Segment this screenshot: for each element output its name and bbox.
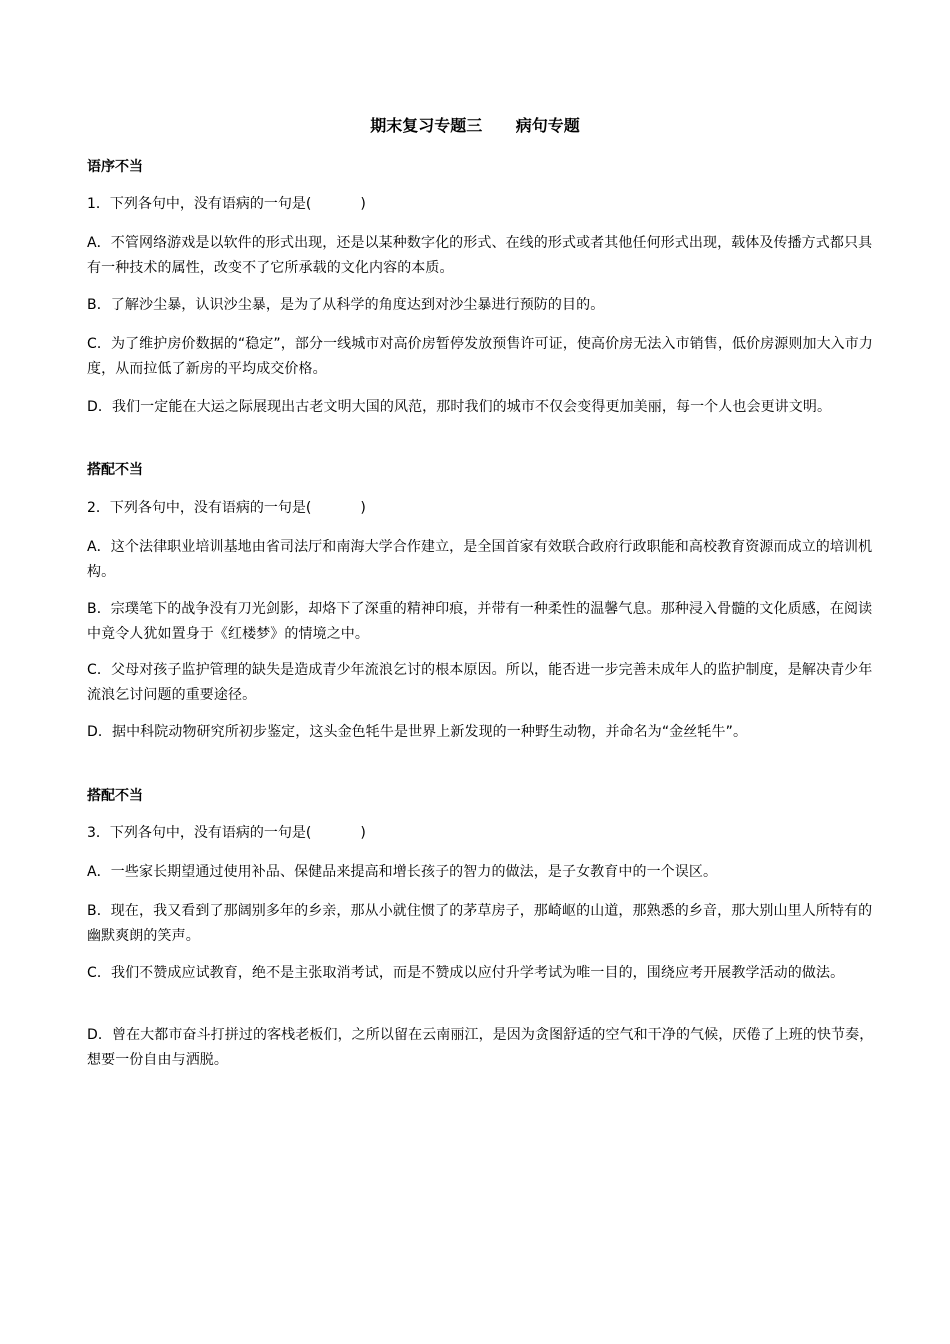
page-title: 期末复习专题三 病句专题	[370, 116, 580, 135]
question-3-option-b: B．现在，我又看到了那阔别多年的乡亲，那从小就住惯了的茅草房子，那崎岖的山道，那熟悉的乡音，那大别山里人所特有的幽默爽朗的笑声。	[87, 903, 873, 944]
section-heading-3: 搭配不当	[87, 788, 143, 804]
question-2-option-b: B．宗璞笔下的战争没有刀光剑影，却烙下了深重的精神印痕，并带有一种柔性的温馨气息。那种浸入骨髓的文化质感，在阅读中竟令人犹如置身于《红楼梦》的情境之中。	[87, 601, 873, 642]
question-2-option-a: A．这个法律职业培训基地由省司法厅和南海大学合作建立，是全国首家有效联合政府行政职能和高校教育资源而成立的培训机构。	[87, 539, 873, 580]
question-3-option-d: D．曾在大都市奋斗打拼过的客栈老板们，之所以留在云南丽江，是因为贪图舒适的空气和干净的气候，厌倦了上班的快节奏，想要一份自由与洒脱。	[87, 1027, 874, 1068]
question-2-option-c: C．父母对孩子监护管理的缺失是造成青少年流浪乞讨的根本原因。所以，能否进一步完善未成年人的监护制度，是解决青少年流浪乞讨问题的重要途径。	[87, 662, 873, 703]
question-1-option-d: D．我们一定能在大运之际展现出古老文明大国的风范，那时我们的城市不仅会变得更加美丽，每一个人也会更讲文明。	[87, 399, 832, 415]
section-heading-2: 搭配不当	[87, 462, 143, 478]
question-1-option-b: B．了解沙尘暴，认识沙尘暴，是为了从科学的角度达到对沙尘暴进行预防的目的。	[87, 297, 605, 313]
question-2-option-d: D．据中科院动物研究所初步鉴定，这头金色牦牛是世界上新发现的一种野生动物，并命名为“金丝牦牛”。	[87, 724, 748, 740]
question-1-option-c: C．为了维护房价数据的“稳定”，部分一线城市对高价房暂停发放预售许可证，使高价房无法入市销售，低价房源则加大入市力度，从而拉低了新房的平均成交价格。	[87, 336, 873, 377]
section-heading-1: 语序不当	[87, 159, 143, 175]
question-1-stem: 1．下列各句中，没有语病的一句是( )	[87, 196, 366, 212]
question-1-option-a: A．不管网络游戏是以软件的形式出现，还是以某种数字化的形式、在线的形式或者其他任何形式出现，载体及传播方式都只具有一种技术的属性，改变不了它所承载的文化内容的本质。	[87, 235, 873, 276]
question-3-stem: 3．下列各句中，没有语病的一句是( )	[87, 825, 366, 841]
question-3-option-a: A．一些家长期望通过使用补品、保健品来提高和增长孩子的智力的做法，是子女教育中的一个误区。	[87, 864, 718, 880]
question-2-stem: 2．下列各句中，没有语病的一句是( )	[87, 500, 366, 516]
question-3-option-c: C．我们不赞成应试教育，绝不是主张取消考试，而是不赞成以应付升学考试为唯一目的，围绕应考开展教学活动的做法。	[87, 965, 845, 981]
